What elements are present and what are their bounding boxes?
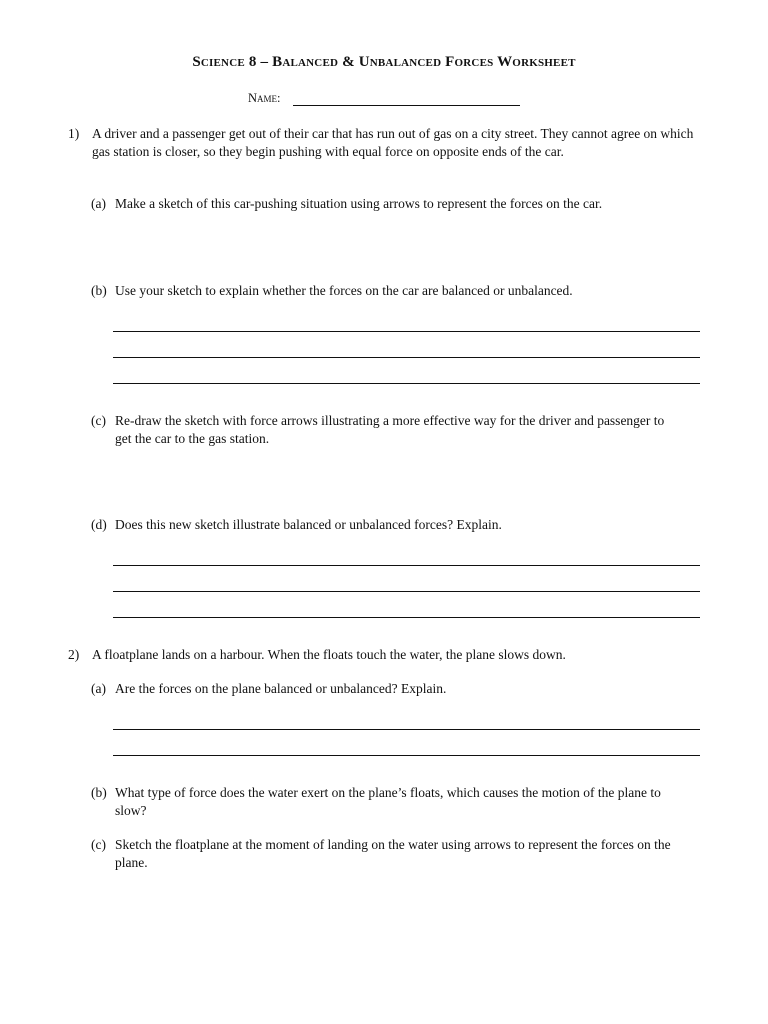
answer-line: [113, 591, 700, 592]
question-1b-text: Use your sketch to explain whether the forces on the car are balanced or unbalanced.: [115, 283, 573, 298]
question-1d-text: Does this new sketch illustrate balanced or unbalanced forces? Explain.: [115, 517, 502, 532]
question-1a-text: Make a sketch of this car-pushing situation using arrows to represent the forces on the car.: [115, 196, 603, 211]
answer-line: [113, 357, 700, 358]
worksheet-title: Science 8 – Balanced & Unbalanced Forces Worksheet: [192, 54, 576, 70]
question-1-text: A driver and a passenger get out of their car that has run out of gas on a city street. They cannot agree on which gas station is closer, so they begin pushing with equal force on opposite ends of the car.: [92, 126, 694, 159]
question-2b-label: (b): [91, 785, 107, 800]
answer-line: [113, 755, 700, 756]
question-2a-text: Are the forces on the plane balanced or unbalanced? Explain.: [115, 681, 447, 696]
question-2a-label: (a): [91, 681, 106, 696]
question-2-text: A floatplane lands on a harbour. When the floats touch the water, the plane slows down.: [92, 647, 566, 662]
question-2c-text: Sketch the floatplane at the moment of landing on the water using arrows to represent the forces on the plane.: [115, 837, 671, 870]
question-2-number: 2): [68, 647, 80, 662]
answer-line: [113, 565, 700, 566]
answer-line: [113, 383, 700, 384]
question-1b-label: (b): [91, 283, 107, 298]
question-1c-label: (c): [91, 413, 106, 428]
answer-line: [113, 331, 700, 332]
answer-line: [113, 617, 700, 618]
question-2c-label: (c): [91, 837, 106, 852]
question-1d-label: (d): [91, 517, 107, 532]
answer-line: [113, 729, 700, 730]
question-1a-label: (a): [91, 196, 106, 211]
question-1c-text: Re-draw the sketch with force arrows illustrating a more effective way for the driver and passenger to get the car to the gas station.: [115, 413, 665, 446]
name-label: Name:: [248, 91, 281, 105]
name-answer-line: [293, 105, 520, 106]
question-1-number: 1): [68, 126, 80, 141]
question-2b-text: What type of force does the water exert on the plane’s floats, which causes the motion of the plane to slow?: [115, 785, 661, 818]
